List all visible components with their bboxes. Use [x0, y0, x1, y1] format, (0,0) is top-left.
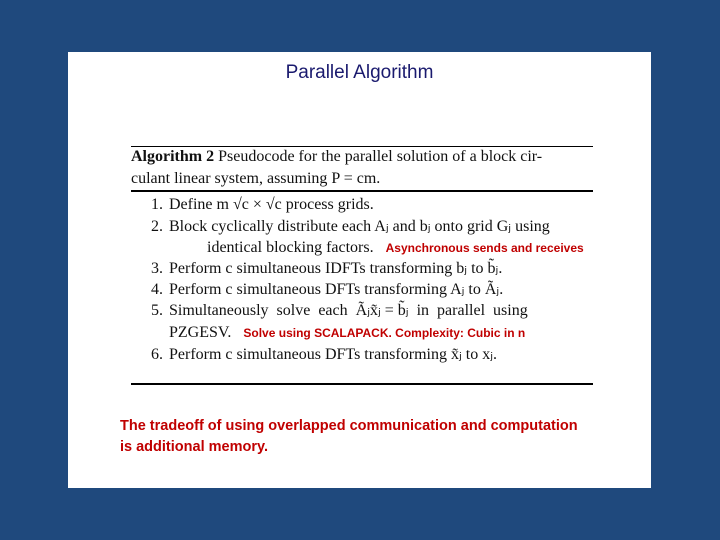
- algorithm-caption-2: culant linear system, assuming P = cm.: [131, 170, 381, 187]
- step-number: 3.: [151, 260, 163, 277]
- step-6: [131, 345, 593, 365]
- caption-line-1: Pseudocode for the parallel solution of a block cir-: [218, 148, 543, 165]
- step-4: [131, 280, 593, 300]
- tradeoff-note: [120, 416, 640, 458]
- step-number: 1.: [151, 196, 163, 213]
- annotation-scalapack: Solve using SCALAPACK. Complexity: Cubic in n: [243, 326, 526, 340]
- step-1: [131, 195, 593, 215]
- step-text: Define m √c × √c process grids.: [169, 196, 374, 213]
- step-text: Perform c simultaneous DFTs transforming x̃ⱼ to xⱼ.: [169, 346, 497, 363]
- step-text: PZGESV.: [169, 324, 232, 341]
- caption-rule: [131, 190, 593, 192]
- annotation-async: Asynchronous sends and receives: [385, 241, 584, 255]
- step-text: Perform c simultaneous IDFTs transforming bⱼ to b̃ⱼ.: [169, 260, 503, 277]
- algorithm-label: Algorithm 2: [131, 148, 215, 165]
- step-3: [131, 259, 593, 279]
- note-line-2: is additional memory.: [120, 439, 268, 455]
- step-2: [131, 217, 593, 237]
- step-number: 5.: [151, 302, 163, 319]
- step-text: Simultaneously solve each Ãⱼx̃ⱼ = b̃ⱼ in parallel using: [169, 302, 528, 319]
- note-line-1: The tradeoff of using overlapped communication and computation: [120, 418, 578, 434]
- step-5: [131, 301, 593, 321]
- algorithm-caption: [131, 147, 593, 167]
- step-text: Block cyclically distribute each Aⱼ and bⱼ onto grid Gⱼ using: [169, 218, 550, 235]
- step-text: Perform c simultaneous DFTs transforming Aⱼ to Ãⱼ.: [169, 281, 504, 298]
- bottom-rule: [131, 383, 593, 385]
- step-number: 6.: [151, 346, 163, 363]
- step-text: identical blocking factors.: [207, 239, 374, 256]
- step-number: 4.: [151, 281, 163, 298]
- slide-title: Parallel Algorithm: [285, 62, 434, 83]
- step-5-cont: [131, 323, 593, 343]
- slide: [68, 52, 651, 488]
- step-2-cont: [131, 238, 631, 258]
- step-number: 2.: [151, 218, 163, 235]
